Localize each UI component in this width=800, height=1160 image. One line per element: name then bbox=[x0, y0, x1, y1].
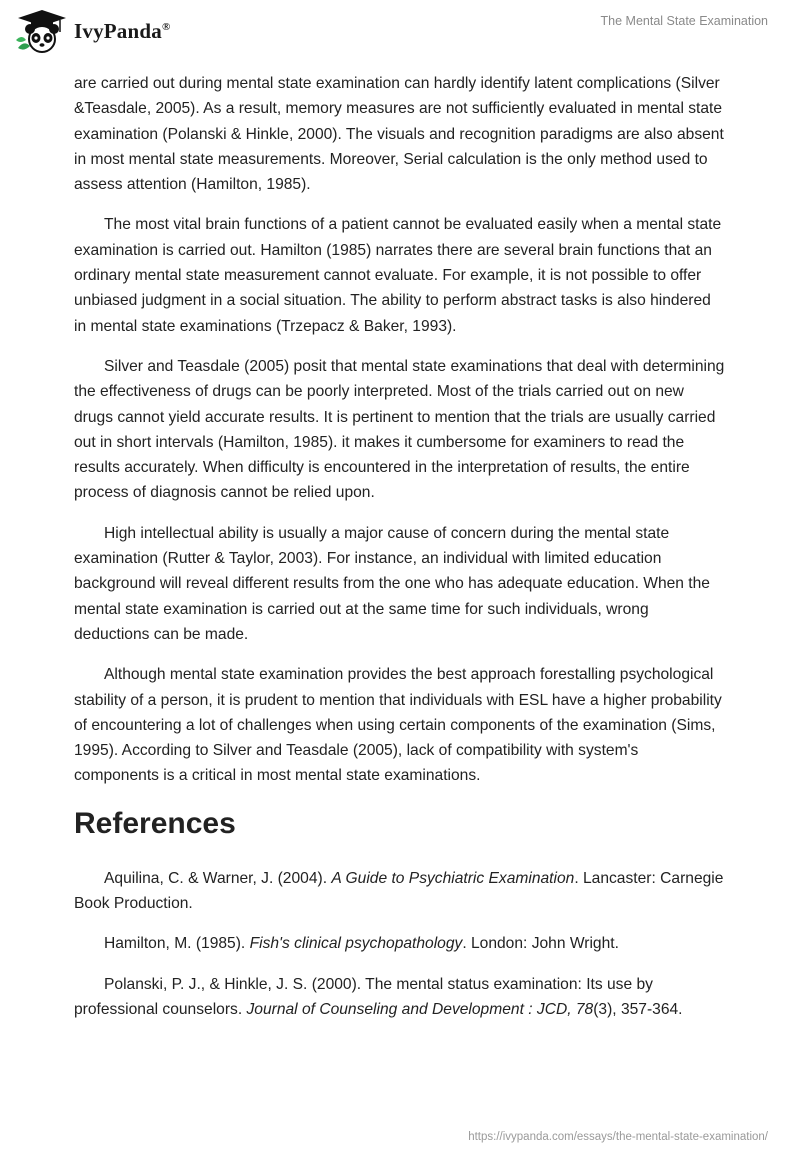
brand-logo[interactable] bbox=[14, 8, 170, 54]
page-header bbox=[0, 0, 800, 60]
reference-text: Aquilina, C. & Warner, J. (2004). bbox=[104, 869, 332, 887]
reference-text: . London: John Wright. bbox=[462, 935, 619, 953]
source-url-link[interactable]: https://ivypanda.com/essays/the-mental-state-examination/ bbox=[468, 1131, 768, 1143]
panda-graduate-logo-icon bbox=[14, 8, 70, 54]
registered-mark: ® bbox=[161, 20, 171, 33]
paragraph: Although mental state examination provides the best approach forestalling psychological stability of a person, it is prudent to mention that individuals with ESL have a higher probability of encountering a lot of challenges when using certain components of the examination (Sims, 1995). According to Silver and Teasdale (2005), lack of compatibility with system's components is a critical in most mental state examinations. bbox=[74, 666, 722, 785]
reference-item bbox=[74, 866, 726, 917]
reference-text: . Lancaster: Carnegie Book Production. bbox=[74, 869, 724, 913]
document-title: The Mental State Examination bbox=[600, 14, 768, 28]
paragraph: are carried out during mental state examination can hardly identify latent complications (Silver &Teasdale, 2005). As a result, memory measures are not sufficiently evaluated in mental state examination (Polanski & Hinkle, 2000). The visuals and recognition paradigms are also absent in most mental state measurements. Moreover, Serial calculation is the only method used to assess attention (Hamilton, 1985). bbox=[74, 75, 724, 194]
reference-title: A Guide to Psychiatric Examination bbox=[331, 869, 575, 887]
reference-text: Hamilton, M. (1985). bbox=[104, 935, 250, 953]
brand-name bbox=[74, 19, 170, 44]
reference-text: Polanski, P. J., & Hinkle, J. S. (2000). The mental status examination: Its use by professional counselors. bbox=[74, 975, 653, 1018]
reference-item bbox=[74, 972, 726, 1023]
reference-title: Journal of Counseling and Development : JCD, 78 bbox=[246, 1000, 594, 1018]
brand-text: IvyPanda bbox=[74, 18, 162, 43]
essay-content bbox=[74, 71, 726, 1037]
reference-item bbox=[74, 931, 726, 956]
references-heading: References bbox=[74, 806, 236, 840]
reference-title: Fish's clinical psychopathology bbox=[249, 935, 463, 953]
paragraph: The most vital brain functions of a patient cannot be evaluated easily when a mental state examination is carried out. Hamilton (1985) narrates there are several brain functions that an ordinary mental state measurement cannot evaluate. For example, it is not possible to offer unbiased judgment in a social situation. The ability to perform abstract tasks is also hindered in mental state examinations (Trzepacz & Baker, 1993). bbox=[74, 216, 722, 335]
reference-text: (3), 357-364. bbox=[593, 1000, 683, 1018]
paragraph: High intellectual ability is usually a major cause of concern during the mental state examination (Rutter & Taylor, 2003). For instance, an individual with limited education background will reveal different results from the one who has adequate education. When the mental state examination is carried out at the same time for such individuals, wrong deductions can be made. bbox=[74, 524, 710, 643]
paragraph: Silver and Teasdale (2005) posit that mental state examinations that deal with determining the effectiveness of drugs can be poorly interpreted. Most of the trials carried out on new drugs cannot yield accurate results. It is pertinent to mention that the trials are usually carried out in short intervals (Hamilton, 1985). it makes it cumbersome for examiners to read the results accurately. When difficulty is encountered in the interpretation of results, the entire process of diagnosis cannot be relied upon. bbox=[74, 357, 725, 502]
